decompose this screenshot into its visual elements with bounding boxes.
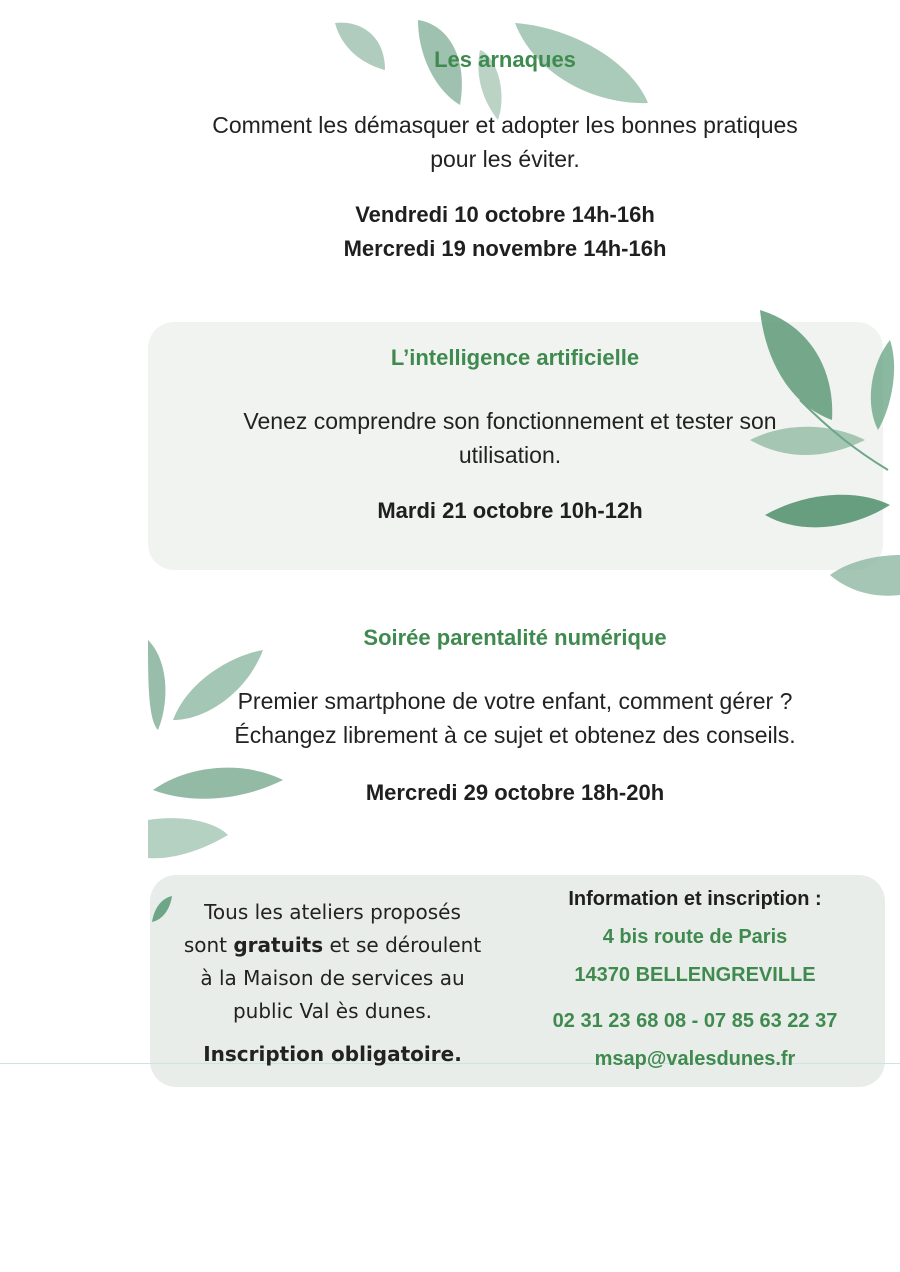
description-line: Premier smartphone de votre enfant, comment gérer ? (237, 688, 793, 714)
free-highlight: gratuits (233, 933, 324, 957)
mandatory-registration: Inscription obligatoire. (203, 1042, 462, 1066)
info-line (160, 929, 505, 962)
date-line: Mercredi 29 octobre 18h-20h (365, 780, 665, 805)
footer-info-left (160, 896, 505, 1071)
section-dates (130, 776, 900, 810)
section-description (120, 404, 900, 472)
description-line: Échangez librement à ce sujet et obtenez des conseils. (234, 722, 796, 748)
date-line: Mercredi 19 novembre 14h-16h (343, 236, 667, 261)
date-line: Mardi 21 octobre 10h-12h (377, 498, 643, 523)
description-line: pour les éviter. (430, 146, 580, 172)
section-arnaques (0, 42, 900, 266)
section-title: Soirée parentalité numérique (363, 625, 667, 650)
address-line: 14370 BELLENGREVILLE (574, 964, 816, 986)
footer-contact (505, 880, 885, 1078)
section-description (130, 684, 900, 752)
info-text: sont (183, 933, 234, 957)
info-line: à la Maison de services au (200, 966, 465, 990)
date-line: Vendredi 10 octobre 14h-16h (355, 202, 655, 227)
contact-heading: Information et inscription : (568, 888, 822, 910)
section-dates (120, 494, 900, 528)
section-title: L’intelligence artificielle (390, 345, 640, 370)
description-line: utilisation. (458, 442, 562, 468)
description-line: Comment les démasquer et adopter les bonnes pratiques (212, 112, 798, 138)
section-parentalite (0, 620, 900, 810)
info-text: et se déroulent (323, 933, 482, 957)
section-description (110, 108, 900, 176)
phone-numbers: 02 31 23 68 08 - 07 85 63 22 37 (552, 1010, 838, 1032)
address-line: 4 bis route de Paris (602, 926, 788, 948)
section-dates (110, 198, 900, 266)
section-title: Les arnaques (434, 47, 576, 72)
section-intelligence (0, 340, 900, 528)
email-link[interactable]: msap@valesdunes.fr (594, 1048, 796, 1070)
info-line: public Val ès dunes. (232, 999, 433, 1023)
info-line: Tous les ateliers proposés (204, 900, 461, 924)
description-line: Venez comprendre son fonctionnement et tester son (243, 408, 777, 434)
